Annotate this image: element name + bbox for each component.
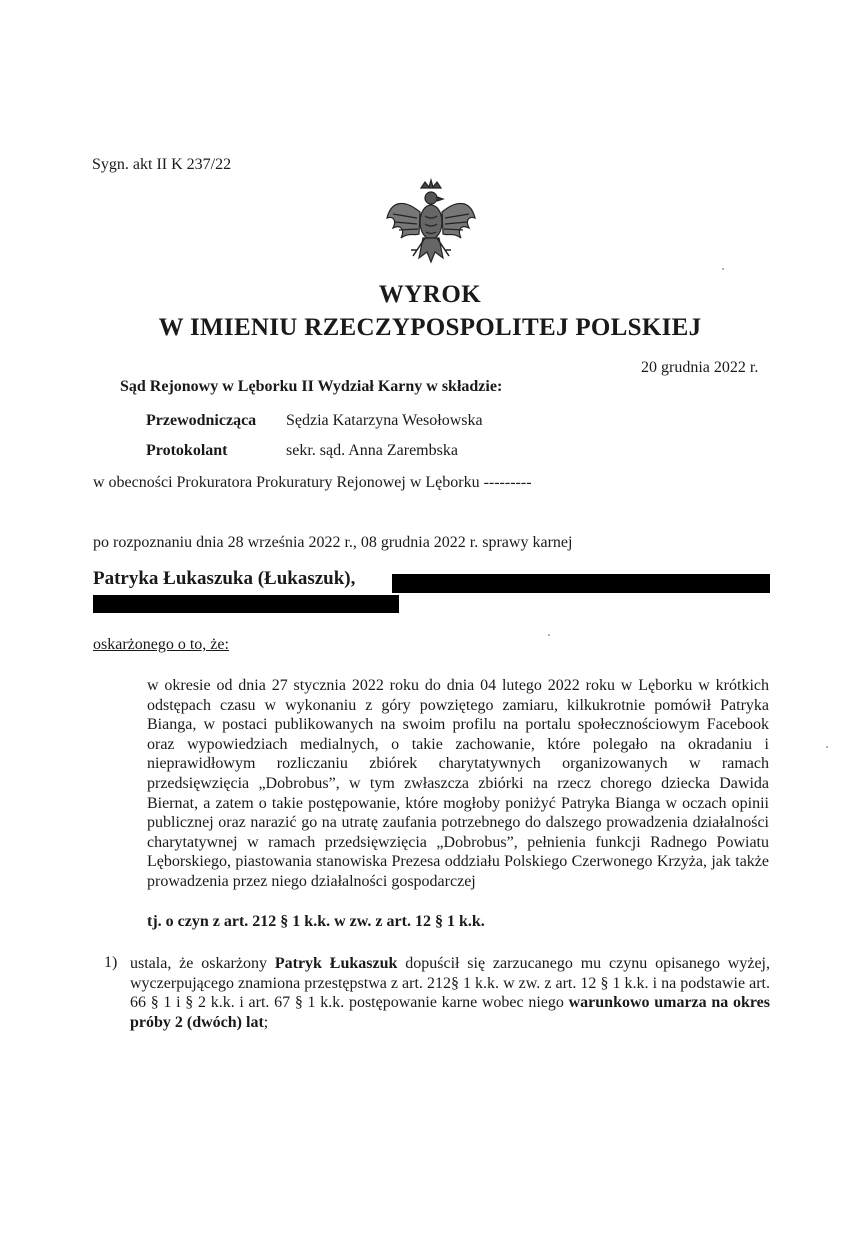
charge-description: w okresie od dnia 27 stycznia 2022 roku do dnia 04 lutego 2022 roku w Lęborku w krótkich odstępach czasu w wykonaniu z góry powziętego zamiaru, kilkukrotnie pomówił Patryka Bianga, w postaci publikowanych na swoim profilu na portalu społecznościowym Facebook oraz wypowiedziach medialnych, o takie zachowanie, które polegało na okradaniu i nieprawidłowym rozliczaniu zbiórek charytatywnych organizowanych w ramach przedsięwzięcia „Dobrobus”, w tym zwłaszcza zbiórki na rzecz chorego dziecka Dawida Biernat, a zatem o takie postępowanie, które mogłoby poniżyć Patryka Bianga w oczach opinii publicznej oraz narazić go na utratę zaufania potrzebnego do dalszego prowadzenia działalności charytatywnej w ramach przedsięwzięcia „Dobrobus”, pełnienia funkcji Radnego Powiatu Lęborskiego, piastowania stanowiska Prezesa oddziału Polskiego Czerwonego Krzyża, jak także prowadzenia przez niego działalności gospodarczej — [147, 677, 769, 890]
verdict-text-part: ustala, że oskarżony — [130, 955, 275, 972]
verdict-defendant-name: Patryk Łukaszuk — [274, 955, 398, 972]
presiding-judge-row — [146, 412, 483, 430]
prosecutor-presence: w obecności Prokuratora Prokuratury Rejonowej w Lęborku --------- — [93, 474, 532, 491]
redaction-bar — [93, 595, 399, 613]
judgment-date: 20 grudnia 2022 r. — [641, 359, 759, 376]
verdict-item-text — [130, 954, 770, 1032]
verdict-item-number: 1) — [104, 954, 118, 971]
document-title: WYROK — [378, 281, 482, 308]
scan-speck — [722, 268, 724, 270]
legal-basis: tj. o czyn z art. 212 § 1 k.k. w zw. z art. 12 § 1 k.k. — [147, 913, 485, 930]
court-name: Sąd Rejonowy w Lęborku II Wydział Karny w składzie: — [120, 378, 503, 395]
clerk-label: Protokolant — [146, 442, 228, 459]
scan-speck — [826, 746, 828, 748]
defendant-name: Patryka Łukaszuka (Łukaszuk), — [93, 568, 356, 589]
verdict-text-end: ; — [263, 1013, 269, 1031]
accused-label: oskarżonego o to, że: — [93, 636, 229, 653]
scan-speck — [548, 634, 550, 636]
document-subtitle: W IMIENIU RZECZYPOSPOLITEJ POLSKIEJ — [158, 314, 702, 341]
clerk-row — [146, 442, 458, 460]
presiding-label: Przewodnicząca — [146, 412, 257, 429]
polish-eagle-emblem-icon — [383, 178, 479, 278]
hearing-dates: po rozpoznaniu dnia 28 września 2022 r., 08 grudnia 2022 r. sprawy karnej — [93, 534, 573, 551]
verdict-text-part: dopuścił się zarzucanego mu czynu opisanego wyżej, wyczerpującego znamiona przestępstwa z art. 212§ 1 k.k. w zw. z art. 12 § 1 k.k. i na podstawie art. 66 § 1 i § 2 k.k. i art. 67 § 1 k.k. postępowanie karne wobec niego — [130, 955, 771, 1012]
redaction-bar — [392, 574, 770, 593]
clerk-value: sekr. sąd. Anna Zarembska — [286, 442, 458, 459]
verdict-decision: warunkowo umarza na okres próby 2 (dwóch) lat — [130, 994, 771, 1031]
presiding-value: Sędzia Katarzyna Wesołowska — [286, 412, 483, 429]
case-number: Sygn. akt II K 237/22 — [92, 156, 232, 173]
